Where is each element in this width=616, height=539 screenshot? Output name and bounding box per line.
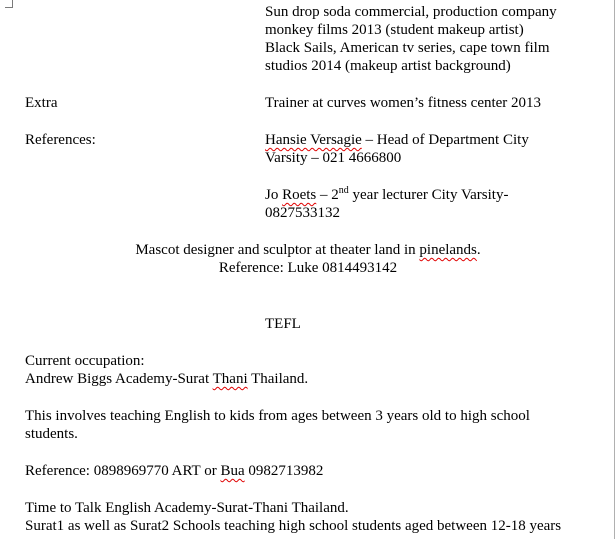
reference-2-first: Jo [265,187,283,203]
page-corner-mark [5,0,13,8]
reference-2-line-2: 0827533132 [265,205,340,221]
reference-2-title: year lecturer City Varsity- [348,187,509,203]
time-to-talk-line-1: Time to Talk English Academy-Surat-Thani Thailand. [25,500,349,516]
mascot-place: pinelands [419,242,477,258]
current-academy: Andrew Biggs Academy-Surat [25,371,213,387]
reference-contact-number: 0982713982 [244,463,324,479]
current-city-word: Thani [212,371,248,387]
current-country: Thailand. [247,371,309,387]
experience-line-4: studios 2014 (makeup artist background) [265,58,511,74]
involves-line-2: students. [25,426,78,442]
current-occupation-line [25,370,308,388]
experience-line-1: Sun drop soda commercial, production company [265,4,557,20]
reference-1-title: – Head of Department City [361,132,529,148]
mascot-text: Mascot designer and sculptor at theater land in [135,242,420,258]
involves-line-1: This involves teaching English to kids from ages between 3 years old to high school [25,408,530,424]
extra-label: Extra [25,95,58,111]
reference-1-name: Hansie Versagie [265,132,362,148]
mascot-line-1 [0,241,616,259]
extra-value: Trainer at curves women’s fitness center 2013 [265,95,542,111]
tefl-heading: TEFL [265,316,301,332]
experience-line-3: Black Sails, American tv series, cape town film [265,40,550,56]
current-occupation-label: Current occupation: [25,353,145,369]
reference-2-surname: Roets [282,187,317,203]
references-label: References: [25,132,96,148]
reference-2-ordinal: nd [338,185,349,196]
reference-contact-name: Bua [220,463,245,479]
reference-contact-line [25,462,323,480]
reference-contact-text: Reference: 0898969770 ART or [25,463,221,479]
mascot-line-2: Reference: Luke 0814493142 [218,260,398,276]
reference-2-dash: – 2 [316,187,339,203]
reference-1-line-2: Varsity – 021 4666800 [265,150,402,166]
experience-line-2: monkey films 2013 (student makeup artist) [265,22,524,38]
reference-1-line-1 [265,131,529,149]
reference-2-line-1 [265,186,508,204]
time-to-talk-line-2: Surat1 as well as Surat2 Schools teaching high school students aged between 12-18 years [25,518,562,534]
mascot-period: . [476,242,481,258]
